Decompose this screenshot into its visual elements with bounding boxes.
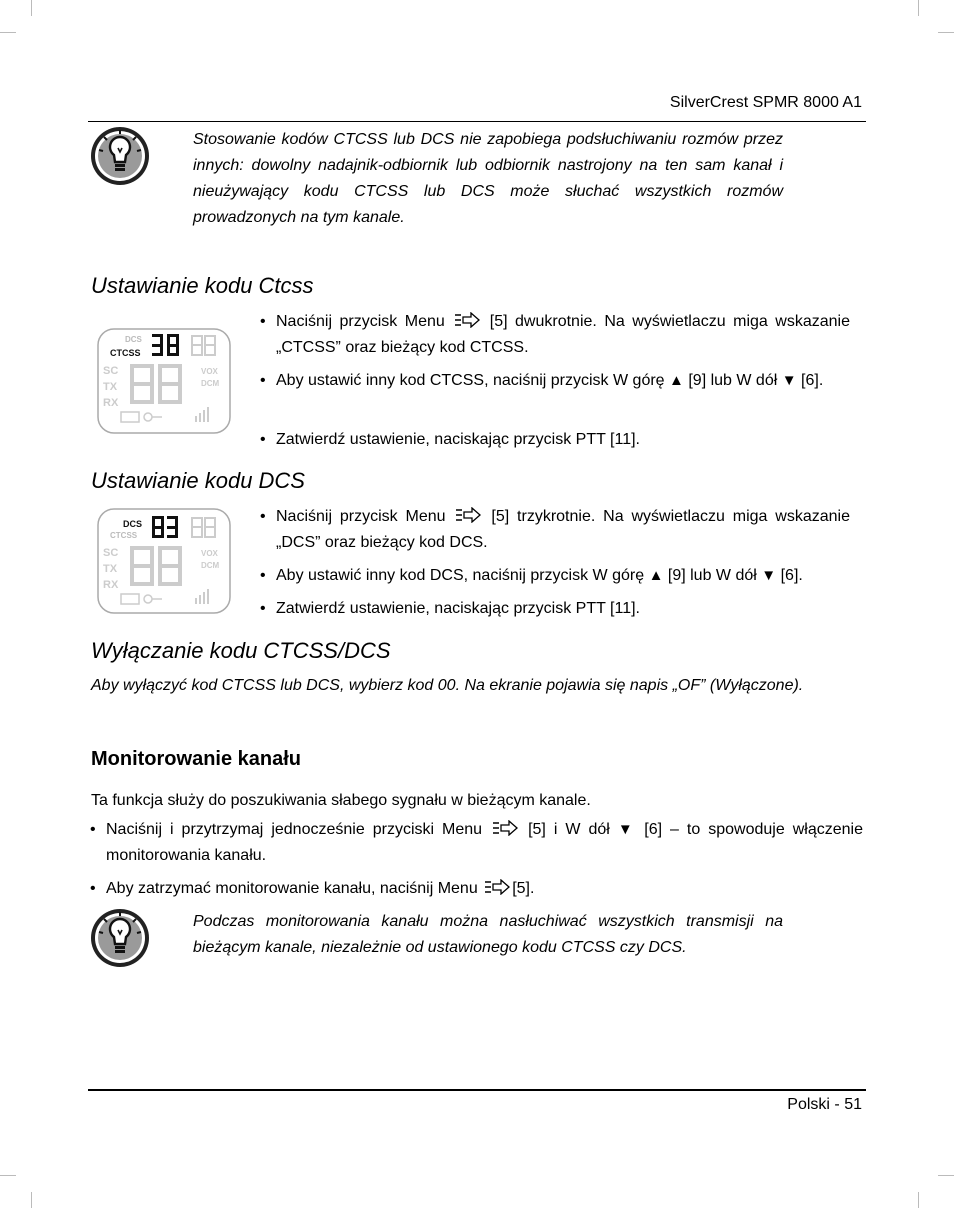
footer-rule [88, 1089, 866, 1091]
lcd-display-dcs-image [97, 508, 231, 614]
down-arrow-icon: ▼ [781, 372, 797, 389]
crop-mark [0, 1175, 16, 1176]
section-heading: Ustawianie kodu Ctcss [91, 273, 314, 298]
list-item: • Aby ustawić inny kod DCS, naciśnij przycisk W górę ▲ [9] lub W dół ▼ [6]. [260, 567, 803, 584]
crop-mark [918, 1192, 919, 1208]
list-item: • Aby zatrzymać monitorowanie kanału, naciśnij Menu [5]. [90, 880, 535, 897]
note-text: Stosowanie kodów CTCSS lub DCS nie zapobiega podsłuchiwaniu rozmów przez innych: dowolny nadajnik-odbiornik lub odbiornik nastrojony na ten sam kanał i nieużywający kodu CTCSS lub DCS może słuchać wszystkich rozmów prowadzonych na tym kanale. [193, 131, 783, 226]
list-item: • Zatwierdź ustawienie, naciskając przycisk PTT [11]. [260, 431, 640, 448]
menu-arrow-icon [455, 507, 481, 523]
down-arrow-icon: ▼ [761, 567, 777, 584]
header-rule [88, 121, 866, 122]
svg-text:SC: SC [103, 365, 119, 377]
svg-text:DCM: DCM [201, 561, 220, 570]
page-number: Polski - 51 [787, 1096, 862, 1113]
list-item: • Naciśnij i przytrzymaj jednocześnie przyciski Menu [5] i W dół ▼ [6] – to spowoduje włączenie monitorowania kanału. [90, 821, 864, 864]
section-heading: Ustawianie kodu DCS [91, 468, 305, 493]
svg-text:VOX: VOX [201, 367, 218, 376]
svg-text:RX: RX [103, 397, 119, 409]
section-heading: Wyłączanie kodu CTCSS/DCS [91, 638, 391, 663]
list-item: • Aby ustawić inny kod CTCSS, naciśnij przycisk W górę ▲ [9] lub W dół ▼ [6]. [260, 372, 824, 389]
menu-arrow-icon [454, 312, 480, 328]
crop-mark [31, 0, 32, 16]
section-heading: Monitorowanie kanału [91, 748, 302, 770]
list-item: • Naciśnij przycisk Menu [5] trzykrotnie. Na wyświetlaczu miga wskazanie „DCS” oraz bieżący kod DCS. [260, 508, 851, 551]
svg-text:DCM: DCM [201, 379, 220, 388]
paragraph: Ta funkcja służy do poszukiwania słabego sygnału w bieżącym kanale. [91, 792, 591, 809]
lcd-display-ctcss-image [97, 328, 231, 434]
svg-text:SC: SC [103, 547, 119, 559]
svg-text:DCS: DCS [123, 519, 143, 529]
header-title: SilverCrest SPMR 8000 A1 [669, 94, 862, 111]
list-item: • Naciśnij przycisk Menu [5] dwukrotnie. Na wyświetlaczu miga wskazanie „CTCSS” oraz bieżący kod CTCSS. [260, 313, 850, 356]
up-arrow-icon: ▲ [648, 567, 664, 584]
crop-mark [938, 32, 954, 33]
lightbulb-icon [88, 124, 152, 188]
crop-mark [918, 0, 919, 16]
note-text: Podczas monitorowania kanału można nasłuchiwać wszystkich transmisji na bieżącym kanale, niezależnie od ustawionego kodu CTCSS czy DCS. [193, 913, 783, 956]
crop-mark [0, 32, 16, 33]
menu-arrow-icon [492, 820, 518, 836]
svg-text:RX: RX [103, 579, 119, 591]
list-item: • Zatwierdź ustawienie, naciskając przycisk PTT [11]. [260, 600, 640, 617]
svg-text:CTCSS: CTCSS [110, 531, 138, 540]
lightbulb-icon [88, 906, 152, 970]
svg-text:TX: TX [103, 563, 118, 575]
up-arrow-icon: ▲ [669, 372, 684, 389]
svg-text:CTCSS: CTCSS [110, 348, 141, 358]
paragraph: Aby wyłączyć kod CTCSS lub DCS, wybierz kod 00. Na ekranie pojawia się napis „OF” (Wyłączone). [91, 677, 804, 694]
down-arrow-icon: ▼ [617, 821, 637, 838]
crop-mark [938, 1175, 954, 1176]
svg-text:DCS: DCS [125, 335, 142, 344]
crop-mark [31, 1192, 32, 1208]
svg-text:TX: TX [103, 381, 118, 393]
svg-text:VOX: VOX [201, 549, 218, 558]
menu-arrow-icon [484, 879, 510, 895]
